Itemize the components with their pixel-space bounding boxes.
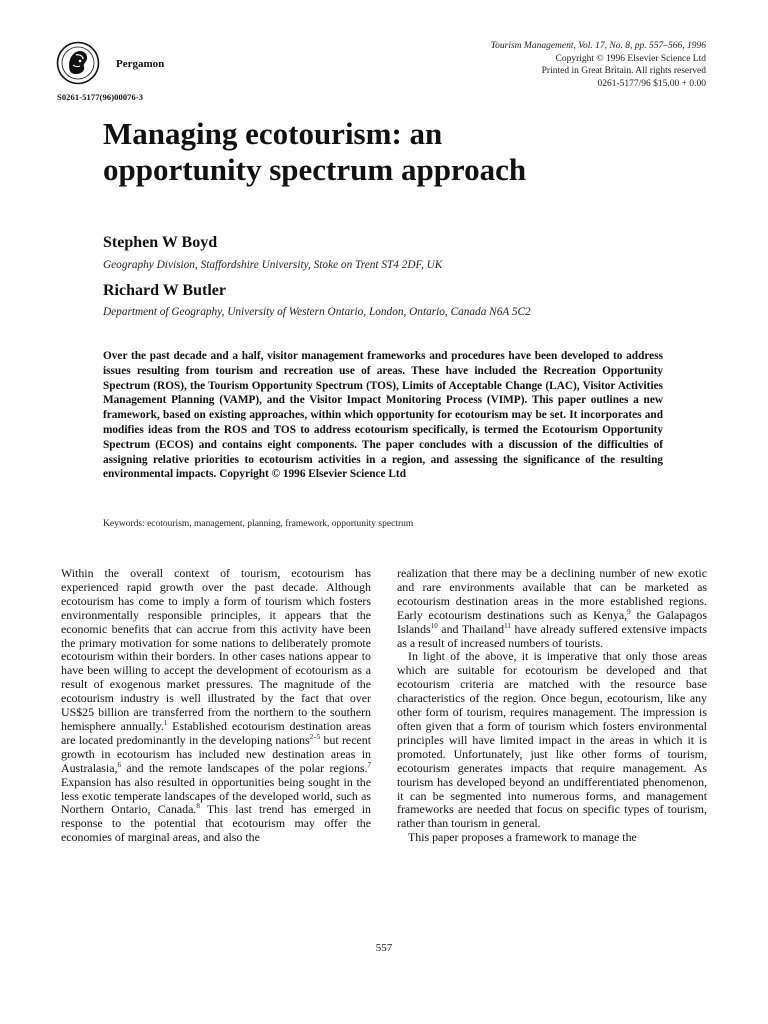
body-column-left xyxy=(61,567,371,845)
paragraph: In light of the above, it is imperative that only those areas which are suitable for ecotourism be developed and that ecotourism criteria are matched with the resource base characteristics of the region. Once begun, ecotourism, like any other form of tourism, requires management. The impression is often given that a form of tourism which fosters environmental principles will have limited impact in the areas in which it is promoted. Unfortunately, just like other forms of tourism, ecotourism generates impacts that require management. As tourism has developed beyond an undifferentiated phenomenon, it can be segmented into numerous forms, and management frameworks are needed that focus on specific types of tourism, rather than tourism in general. xyxy=(397,649,707,831)
citation-ref: 11 xyxy=(504,621,511,630)
title-line-1: Managing ecotourism: an xyxy=(103,116,443,151)
paragraph: realization that there may be a declining number of new exotic and rare environments available that can be marketed as ecotourism destination areas in the more established regions. Early ecotourism destinations such as Kenya,$^9$ the Galapagos Islands$^{10}$ and Thailand$^{11}$ have already suffered extensive impacts as a result of increased numbers of tourists. xyxy=(397,566,707,650)
citation-ref: 1 xyxy=(163,719,168,727)
citation-ref: 6 xyxy=(117,760,121,769)
author-affiliation: Department of Geography, University of Western Ontario, London, Ontario, Canada N6A 5C2 xyxy=(103,306,531,318)
author-name: Richard W Butler xyxy=(103,282,226,299)
price-line: 0261-5177/96 $15.00 + 0.00 xyxy=(597,78,706,89)
author-affiliation: Geography Division, Staffordshire University, Stoke on Trent ST4 2DF, UK xyxy=(103,259,443,271)
publisher-name: Pergamon xyxy=(116,58,165,70)
paragraph: Within the overall context of tourism, ecotourism has experienced rapid growth over the past decade. Although ecotourism has come to imply a form of tourism which fosters environmentally responsible principles, it appears that the economic benefits that can accrue from this activity have been the primary motivation for some nations to deliberately promote ecotourism within their borders. In other cases nations appear to have been willing to accept the development of ecotourism as a result of exogenous market pressures. The magnitude of the ecotourism industry is well illustrated by the fact that over US$25 billion are transferred from the northern to the southern hemisphere annually.$^1$ Established ecotourism destination areas are located predominantly in the developing nations$^{2-5}$ but recent growth in ecotourism has included new destination areas in Australasia,$^6$ and the remote landscapes of the polar regions.$^7$ Expansion has also resulted in opportunities being sought in the less exotic temperate landscapes of the developed world, such as Northern Ontario, Canada.$^8$ This last trend has emerged in response to the potential that ecotourism may offer the economies of marginal areas, and also the xyxy=(61,566,371,845)
citation-ref: 8 xyxy=(196,802,200,811)
author-name: Stephen W Boyd xyxy=(103,234,218,251)
paragraph: This paper proposes a framework to manage the xyxy=(408,830,637,845)
printed-line: Printed in Great Britain. All rights reserved xyxy=(541,66,706,76)
citation-ref: 9 xyxy=(627,607,631,616)
title-line-2: opportunity spectrum approach xyxy=(103,152,527,187)
page-number: 557 xyxy=(375,942,393,954)
citation-ref: 7 xyxy=(367,760,371,769)
citation-ref: 2–5 xyxy=(309,732,321,741)
journal-citation: Tourism Management, Vol. 17, No. 8, pp. 557–566, 1996 xyxy=(490,41,706,51)
document-id: S0261-5177(96)00076-3 xyxy=(57,92,144,102)
body-column-right xyxy=(397,567,707,845)
pergamon-logo-icon xyxy=(56,41,100,85)
abstract: Over the past decade and a half, visitor management frameworks and procedures have been developed to address issues resulting from tourism and recreation use of areas. These have included the Recreation Opportunity Spectrum (ROS), the Tourism Opportunity Spectrum (TOS), Limits of Acceptable Change (LAC), Visitor Activities Management Planning (VAMP), and the Visitor Impact Monitoring Process (VIMP). This paper outlines a new framework, based on existing approaches, within which opportunity for ecotourism may be set. It incorporates and modifies ideas from the ROS and TOS to address ecotourism specifically, is termed the Ecotourism Opportunity Spectrum (ECOS) and contains eight components. The paper concludes with a discussion of the difficulties of assigning relative priorities to ecotourism activities in a region, and assessing the significance of the resulting environmental impacts. Copyright © 1996 Elsevier Science Ltd xyxy=(103,350,663,481)
copyright-line: Copyright © 1996 Elsevier Science Ltd xyxy=(555,53,706,64)
keywords: Keywords: ecotourism, management, planning, framework, opportunity spectrum xyxy=(103,519,414,529)
article-title xyxy=(103,116,663,188)
journal-info xyxy=(491,40,706,90)
citation-ref: 10 xyxy=(430,621,438,630)
publisher-logo-block xyxy=(56,41,164,85)
